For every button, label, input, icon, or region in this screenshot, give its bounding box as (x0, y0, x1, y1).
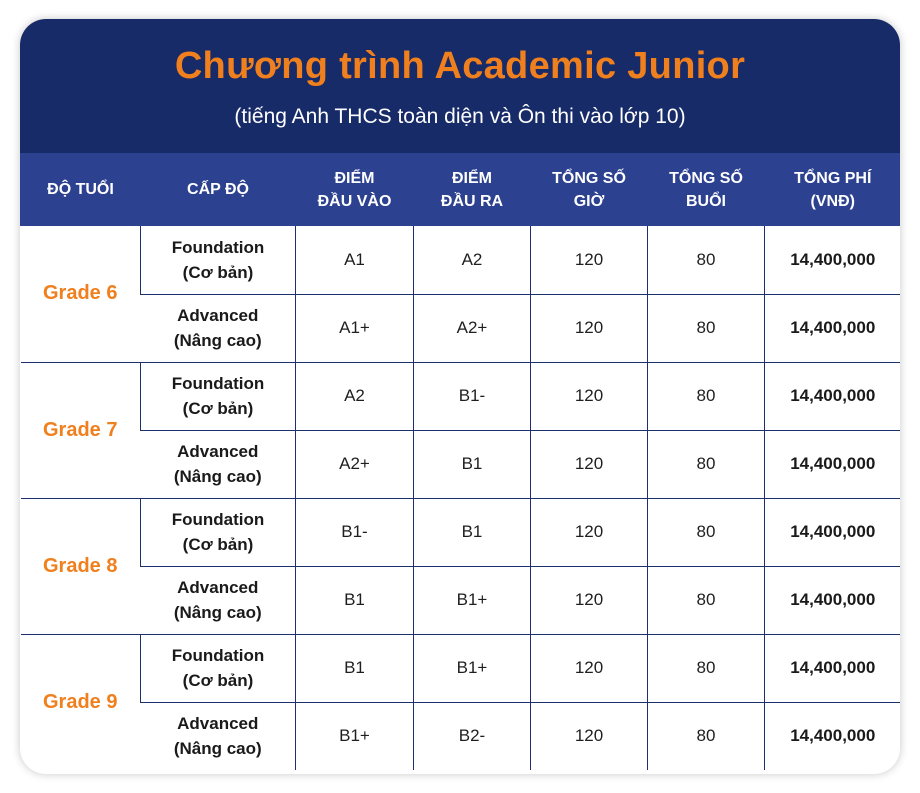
hours-cell: 120 (531, 226, 648, 294)
column-header-entry-score: ĐIỂM ĐẦU VÀO (296, 153, 414, 226)
hours-cell: 120 (531, 634, 648, 702)
fee-cell: 14,400,000 (765, 430, 901, 498)
sessions-cell: 80 (648, 498, 765, 566)
sessions-cell: 80 (648, 362, 765, 430)
level-cell: Foundation (Cơ bản) (141, 362, 296, 430)
level-cell: Advanced (Nâng cao) (141, 566, 296, 634)
fee-cell: 14,400,000 (765, 566, 901, 634)
hours-cell: 120 (531, 362, 648, 430)
entry-score-cell: A2 (296, 362, 414, 430)
column-header-total-sessions: TỔNG SỐ BUỔI (648, 153, 765, 226)
exit-score-cell: A2 (414, 226, 531, 294)
page-title: Chương trình Academic Junior (174, 45, 746, 87)
grade-label: Grade 8 (21, 498, 141, 634)
column-header-level: CẤP ĐỘ (141, 153, 296, 226)
level-cell: Foundation (Cơ bản) (141, 498, 296, 566)
exit-score-cell: B1 (414, 430, 531, 498)
fee-cell: 14,400,000 (765, 702, 901, 770)
entry-score-cell: B1- (296, 498, 414, 566)
exit-score-cell: A2+ (414, 294, 531, 362)
table-row (21, 634, 901, 702)
sessions-cell: 80 (648, 566, 765, 634)
table-row (21, 362, 901, 430)
program-card (20, 19, 900, 774)
table-row (21, 498, 901, 566)
table-row (21, 430, 901, 498)
entry-score-cell: B1 (296, 566, 414, 634)
page-subtitle: (tiếng Anh THCS toàn diện và Ôn thi vào lớp 10) (234, 105, 686, 128)
table-row (21, 294, 901, 362)
sessions-cell: 80 (648, 430, 765, 498)
level-cell: Advanced (Nâng cao) (141, 294, 296, 362)
column-header-total-hours: TỔNG SỐ GIỜ (531, 153, 648, 226)
entry-score-cell: B1 (296, 634, 414, 702)
hours-cell: 120 (531, 498, 648, 566)
table-row (21, 566, 901, 634)
entry-score-cell: B1+ (296, 702, 414, 770)
fee-cell: 14,400,000 (765, 226, 901, 294)
level-cell: Advanced (Nâng cao) (141, 430, 296, 498)
level-cell: Foundation (Cơ bản) (141, 634, 296, 702)
level-cell: Advanced (Nâng cao) (141, 702, 296, 770)
exit-score-cell: B1- (414, 362, 531, 430)
title-banner (20, 19, 900, 153)
entry-score-cell: A2+ (296, 430, 414, 498)
exit-score-cell: B1+ (414, 566, 531, 634)
table-header-row (21, 153, 901, 226)
exit-score-cell: B1 (414, 498, 531, 566)
hours-cell: 120 (531, 566, 648, 634)
hours-cell: 120 (531, 430, 648, 498)
sessions-cell: 80 (648, 294, 765, 362)
exit-score-cell: B2- (414, 702, 531, 770)
hours-cell: 120 (531, 702, 648, 770)
fee-cell: 14,400,000 (765, 498, 901, 566)
column-header-age: ĐỘ TUỔI (21, 153, 141, 226)
fee-table (20, 153, 900, 770)
entry-score-cell: A1 (296, 226, 414, 294)
column-header-total-fee: TỔNG PHÍ (VNĐ) (765, 153, 901, 226)
entry-score-cell: A1+ (296, 294, 414, 362)
grade-label: Grade 9 (21, 634, 141, 770)
grade-label: Grade 7 (21, 362, 141, 498)
sessions-cell: 80 (648, 226, 765, 294)
exit-score-cell: B1+ (414, 634, 531, 702)
column-header-exit-score: ĐIỂM ĐẦU RA (414, 153, 531, 226)
fee-cell: 14,400,000 (765, 634, 901, 702)
sessions-cell: 80 (648, 702, 765, 770)
table-row (21, 702, 901, 770)
fee-cell: 14,400,000 (765, 294, 901, 362)
fee-cell: 14,400,000 (765, 362, 901, 430)
grade-label: Grade 6 (43, 282, 118, 305)
table-row (21, 226, 901, 294)
sessions-cell: 80 (648, 634, 765, 702)
hours-cell: 120 (531, 294, 648, 362)
level-cell: Foundation (Cơ bản) (141, 226, 296, 294)
